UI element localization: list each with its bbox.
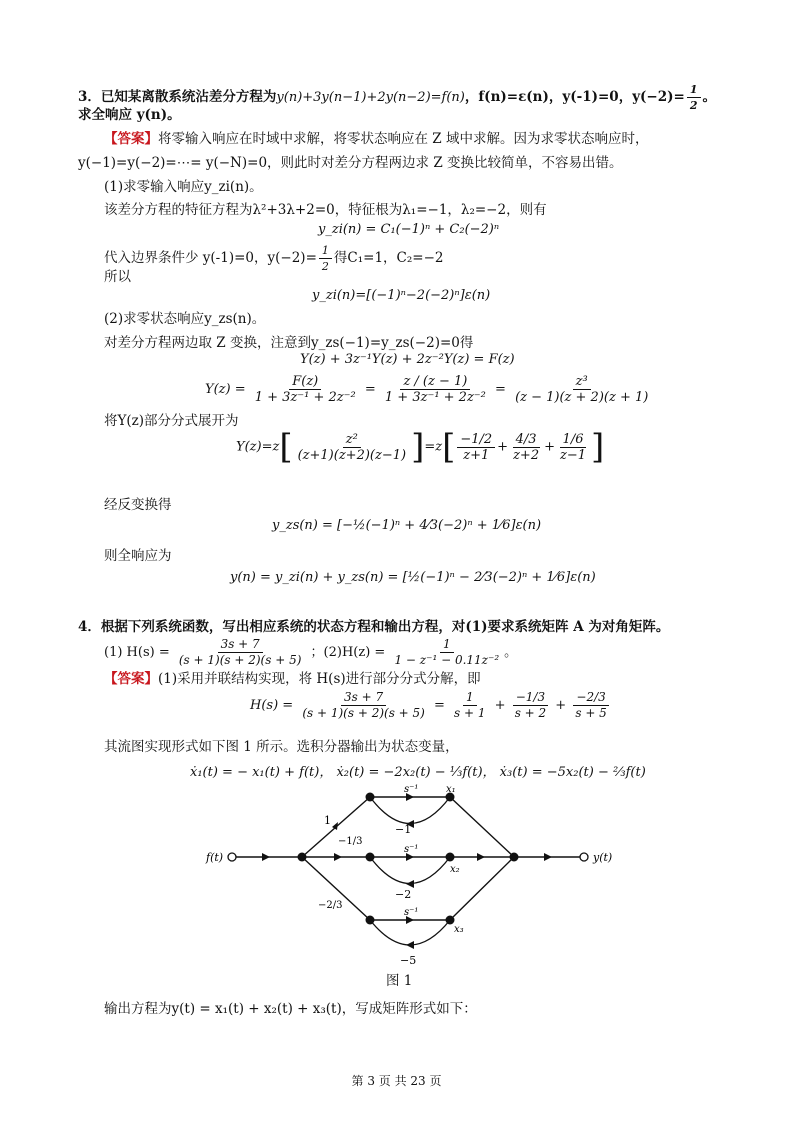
label-sinv-2: s⁻¹ (404, 844, 419, 855)
feedback-loop-1 (370, 797, 450, 824)
q4-title: 4．根据下列系统函数，写出相应系统的状态方程和输出方程，对(1)要求系统矩阵 A 为对角矩阵。 (78, 619, 670, 635)
label-x2: x₂ (450, 864, 460, 875)
q3-yzs-result: y_zs(n) = [−½(−1)ⁿ + 4⁄3(−2)ⁿ + 1⁄6]ε(n) (272, 518, 542, 533)
figure-caption: 图 1 (386, 973, 413, 989)
split-node (298, 853, 307, 862)
answer-tag: 【答案】 (104, 671, 158, 687)
label-x3: x₃ (454, 924, 464, 935)
q3-answer-line1: 【答案】将零输入响应在时域中求解，将零状态响应在 Z 域中求解。因为求零状态响应时， (104, 131, 649, 147)
label-fb-1: −1 (395, 823, 412, 836)
feedback-loop-3 (370, 920, 450, 945)
label-gain-2: −1/3 (338, 836, 363, 847)
q4-output-text: 输出方程为y(t) = x₁(t) + x₂(t) + x₃(t)，写成矩阵形式如下： (104, 1001, 477, 1017)
q4-state-equations: ẋ₁(t) = − x₁(t) + f(t)， ẋ₂(t) = −2x₂(t) − ⅓f(t)， ẋ₃(t) = −5x₂(t) − ⅔f(t) (190, 765, 646, 780)
q3-yzi-result: y_zi(n)=[(−1)ⁿ−2(−2)ⁿ]ε(n) (312, 288, 491, 303)
label-x1: x₁ (446, 784, 456, 795)
arrowhead (334, 853, 342, 861)
q4-flow-text: 其流图实现形式如下图 1 所示。选积分器输出为状态变量， (104, 739, 459, 755)
q3-z-equation: Y(z) + 3z⁻¹Y(z) + 2z⁻²Y(z) = F(z) (300, 352, 515, 367)
q3-inverse-text: 经反变换得 (104, 497, 172, 513)
label-sinv-3: s⁻¹ (404, 907, 419, 918)
node-2a (366, 853, 375, 862)
q3-title-equation: y(n)+3y(n−1)+2y(n−2)=f(n) (276, 90, 465, 105)
q3-Yz-equation: Y(z) = $\frac{F(z)}{\text{1 + 3z⁻¹ + 2z⁻²}}$ = $\frac{z / (z - 1)}{\text{1 + 3z⁻¹ + 2z⁻²}}$ = $\frac{\text{z³}}{(z - 1)(z + 2)(z + 1)}$ (205, 374, 649, 405)
label-gain-3: −2/3 (318, 900, 343, 911)
label-gain-1: 1 (324, 814, 331, 827)
sum-node (510, 853, 519, 862)
q4-answer-line: 【答案】(1)采用并联结构实现，将 H(s)进行部分分式分解，即 (104, 671, 481, 687)
q3-boundary: 代入边界条件少 y(-1)=0，y(−2)= $\frac{1}{2}$ 得C₁=1，C₂=−2 (104, 244, 444, 273)
q3-answer-line2: y(−1)=y(−2)=⋯= y(−N)=0，则此时对差分方程两边求 Z 变换比较简单，不容易出错。 (78, 155, 623, 171)
q3-full-response: y(n) = y_zi(n) + y_zs(n) = [½(−1)ⁿ − 2⁄3(−2)ⁿ + 1⁄6]ε(n) (230, 570, 596, 585)
q3-char-eq: 该差分方程的特征方程为λ²+3λ+2=0，特征根为λ₁=−1，λ₂=−2，则有 (104, 202, 547, 218)
q3-title-fraction: $\frac{1}{2}$ (687, 82, 701, 113)
node-3a (366, 916, 375, 925)
output-node (580, 853, 588, 861)
input-node (228, 853, 236, 861)
answer-tag: 【答案】 (104, 131, 158, 147)
q3-yzi-general: y_zi(n) = C₁(−1)ⁿ + C₂(−2)ⁿ (318, 222, 500, 237)
arrowhead (332, 822, 338, 830)
label-f: f(t) (206, 851, 224, 864)
arrowhead (544, 853, 552, 861)
arrowhead (262, 853, 270, 861)
node-1a (366, 793, 375, 802)
node-x2 (446, 853, 455, 862)
page-footer: 第 3 页 共 23 页 (351, 1074, 442, 1088)
label-sinv-1: s⁻¹ (404, 784, 419, 795)
q3-partial-fraction: Y(z)=z[ $\frac{\text{z²}}{(z+1)(z+2)(z-1)}$ ]=z[ $\frac{-1/2}{z+1}$ + $\frac{4/3}{z+2}$ + $\frac{1/6}{z-1}$ ] (236, 427, 605, 467)
label-fb-3: −5 (400, 954, 417, 967)
edge-merge-1 (450, 797, 514, 857)
q3-title: 3．已知某离散系统沾差分方程为y(n)+3y(n−1)+2y(n−2)=f(n)，f(n)=ε(n)，y(-1)=0，y(−2)= $\frac{1}{2}$ 。 (78, 83, 716, 112)
q3-step2: (2)求零状态响应y_zs(n)。 (104, 311, 266, 327)
q3-boundary-fraction: $\frac{1}{2}$ (319, 243, 332, 274)
q3-full-text: 则全响应为 (104, 548, 172, 564)
label-fb-2: −2 (395, 888, 412, 901)
q3-partial-text: 将Y(z)部分分式展开为 (104, 413, 239, 429)
q3-ztrans-text: 对差分方程两边取 Z 变换，注意到y_zs(−1)=y_zs(−2)=0得 (104, 335, 474, 351)
q3-step1: (1)求零输入响应y_zi(n)。 (104, 179, 263, 195)
label-y: y(t) (593, 851, 613, 864)
q4-hs-partial: H(s) = $\frac{3s + 7}{(s + 1)(s + 2)(s + 5)}$ = $\frac{1}{s + 1}$ + $\frac{-1/3}{s + 2}$ + $\frac{-2/3}{s + 5}$ (250, 690, 607, 720)
q3-title-condition: ，f(n)=ε(n)，y(-1)=0，y(−2)= (464, 89, 685, 105)
feedback-loop-2 (370, 857, 450, 884)
q3-title-prefix: 3．已知某离散系统沾差分方程为 (78, 89, 277, 105)
q3-title-line2: 求全响应 y(n)。 (78, 107, 181, 123)
q4-system-functions: (1) H(s) = $\frac{3s + 7}{(s + 1)(s + 2)(s + 5)}$ ；(2)H(z) = $\frac{1}{\text{1 − z⁻¹ − 0.11z⁻²}}$ 。 (104, 637, 518, 667)
signal-flow-graph (200, 780, 620, 970)
q3-so: 所以 (104, 269, 131, 285)
